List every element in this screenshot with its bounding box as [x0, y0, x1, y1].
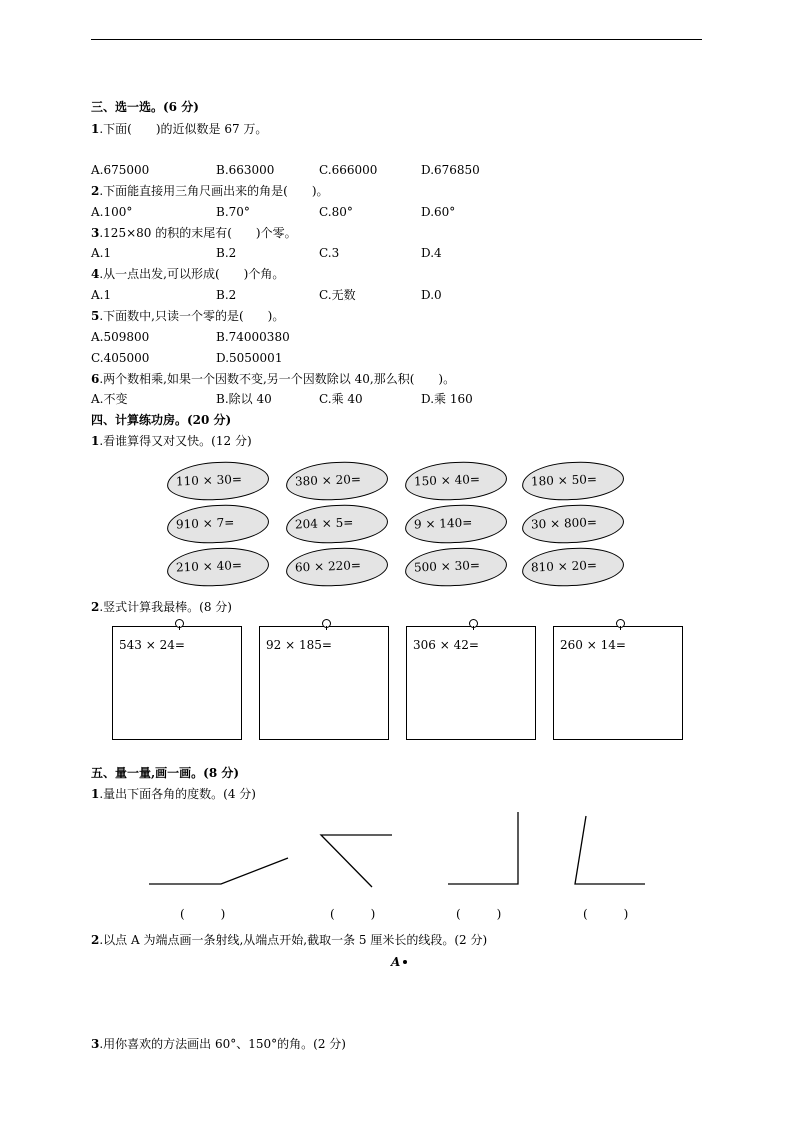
question-text: .用你喜欢的方法画出 60°、150°的角。(2 分) — [99, 1037, 346, 1051]
angle-figure-4 — [575, 816, 645, 884]
question-number: 3 — [91, 226, 100, 240]
oral-calc-expression: 150 × 40= — [413, 472, 481, 489]
oral-calc-expression: 110 × 30= — [175, 472, 243, 489]
option-b: B.2 — [216, 288, 237, 302]
answer-blank[interactable]: ( ) — [456, 907, 502, 921]
option-c: C.666000 — [319, 163, 378, 177]
oral-calc-expression: 810 × 20= — [530, 558, 598, 575]
option-b: B.除以 40 — [216, 392, 272, 406]
option-c: C.无数 — [319, 288, 356, 302]
point-a-dot — [403, 960, 407, 964]
question-number: 4 — [91, 267, 100, 281]
question-text: .量出下面各角的度数。(4 分) — [99, 787, 256, 801]
section4-title: 四、计算练功房。(20 分) — [91, 413, 232, 427]
angle-figure-3 — [448, 812, 518, 884]
answer-blank[interactable]: ( ) — [330, 907, 376, 921]
option-b: B.663000 — [216, 163, 275, 177]
question-number: 1 — [91, 787, 100, 801]
option-a: A.1 — [91, 288, 112, 302]
option-a: A.509800 — [91, 330, 150, 344]
question-text: .看谁算得又对又快。(12 分) — [99, 434, 252, 448]
measure-question-3 — [91, 1037, 346, 1051]
question-text: .两个数相乘,如果一个因数不变,另一个因数除以 40,那么积( )。 — [99, 372, 456, 386]
question-number: 3 — [91, 1037, 100, 1051]
measure-question-2 — [91, 933, 487, 947]
option-d: D.乘 160 — [421, 392, 473, 406]
oral-calc-expression: 30 × 800= — [530, 515, 598, 532]
vertical-calc-expression: 260 × 14= — [560, 638, 626, 652]
option-b: B.74000380 — [216, 330, 290, 344]
vertical-calc-expression: 92 × 185= — [266, 638, 332, 652]
option-c: C.80° — [319, 205, 353, 219]
option-d: D.4 — [421, 246, 442, 260]
answer-blank[interactable]: ( ) — [180, 907, 226, 921]
angle-figure-2 — [321, 835, 392, 887]
section3-title: 三、选一选。(6 分) — [91, 100, 199, 114]
option-a: A.100° — [91, 205, 133, 219]
option-a: A.675000 — [91, 163, 150, 177]
question-text: .下面( )的近似数是 67 万。 — [99, 122, 268, 136]
option-b: B.2 — [216, 246, 237, 260]
vertical-calc-expression: 543 × 24= — [119, 638, 185, 652]
question-text: .从一点出发,可以形成( )个角。 — [99, 267, 285, 281]
option-a: A.不变 — [91, 392, 128, 406]
option-b: B.70° — [216, 205, 250, 219]
option-a: A.1 — [91, 246, 112, 260]
oral-calc-expression: 180 × 50= — [530, 472, 598, 489]
option-d: D.60° — [421, 205, 456, 219]
option-d: D.5050001 — [216, 351, 283, 365]
angle-figure-1 — [149, 858, 288, 884]
question-number: 5 — [91, 309, 100, 323]
vertical-calc-expression: 306 × 42= — [413, 638, 479, 652]
question-text: .125×80 的积的末尾有( )个零。 — [99, 226, 297, 240]
answer-blank[interactable]: ( ) — [583, 907, 629, 921]
question-number: 2 — [91, 184, 100, 198]
question-number: 2 — [91, 933, 100, 947]
question-text: .下面能直接用三角尺画出来的角是( )。 — [99, 184, 329, 198]
oral-calc-expression: 204 × 5= — [294, 515, 354, 532]
question-number: 1 — [91, 122, 100, 136]
oral-calc-expression: 910 × 7= — [175, 515, 235, 532]
section5-title: 五、量一量,画一画。(8 分) — [91, 766, 240, 780]
point-a-label: A — [391, 955, 401, 969]
option-c: C.3 — [319, 246, 340, 260]
option-d: D.0 — [421, 288, 442, 302]
question-number: 1 — [91, 434, 100, 448]
oral-calc-expression: 380 × 20= — [294, 472, 362, 489]
option-c: C.乘 40 — [319, 392, 363, 406]
question-number: 2 — [91, 600, 100, 614]
oral-calc-expression: 60 × 220= — [294, 558, 362, 575]
question-text: .下面数中,只读一个零的是( )。 — [99, 309, 285, 323]
option-d: D.676850 — [421, 163, 480, 177]
question-text: .以点 A 为端点画一条射线,从端点开始,截取一条 5 厘米长的线段。(2 分) — [99, 933, 488, 947]
oral-calc-expression: 9 × 140= — [413, 515, 473, 532]
oral-calc-expression: 500 × 30= — [413, 558, 481, 575]
question-number: 6 — [91, 372, 100, 386]
question-text: .竖式计算我最棒。(8 分) — [99, 600, 232, 614]
oral-calc-expression: 210 × 40= — [175, 558, 243, 575]
option-c: C.405000 — [91, 351, 150, 365]
